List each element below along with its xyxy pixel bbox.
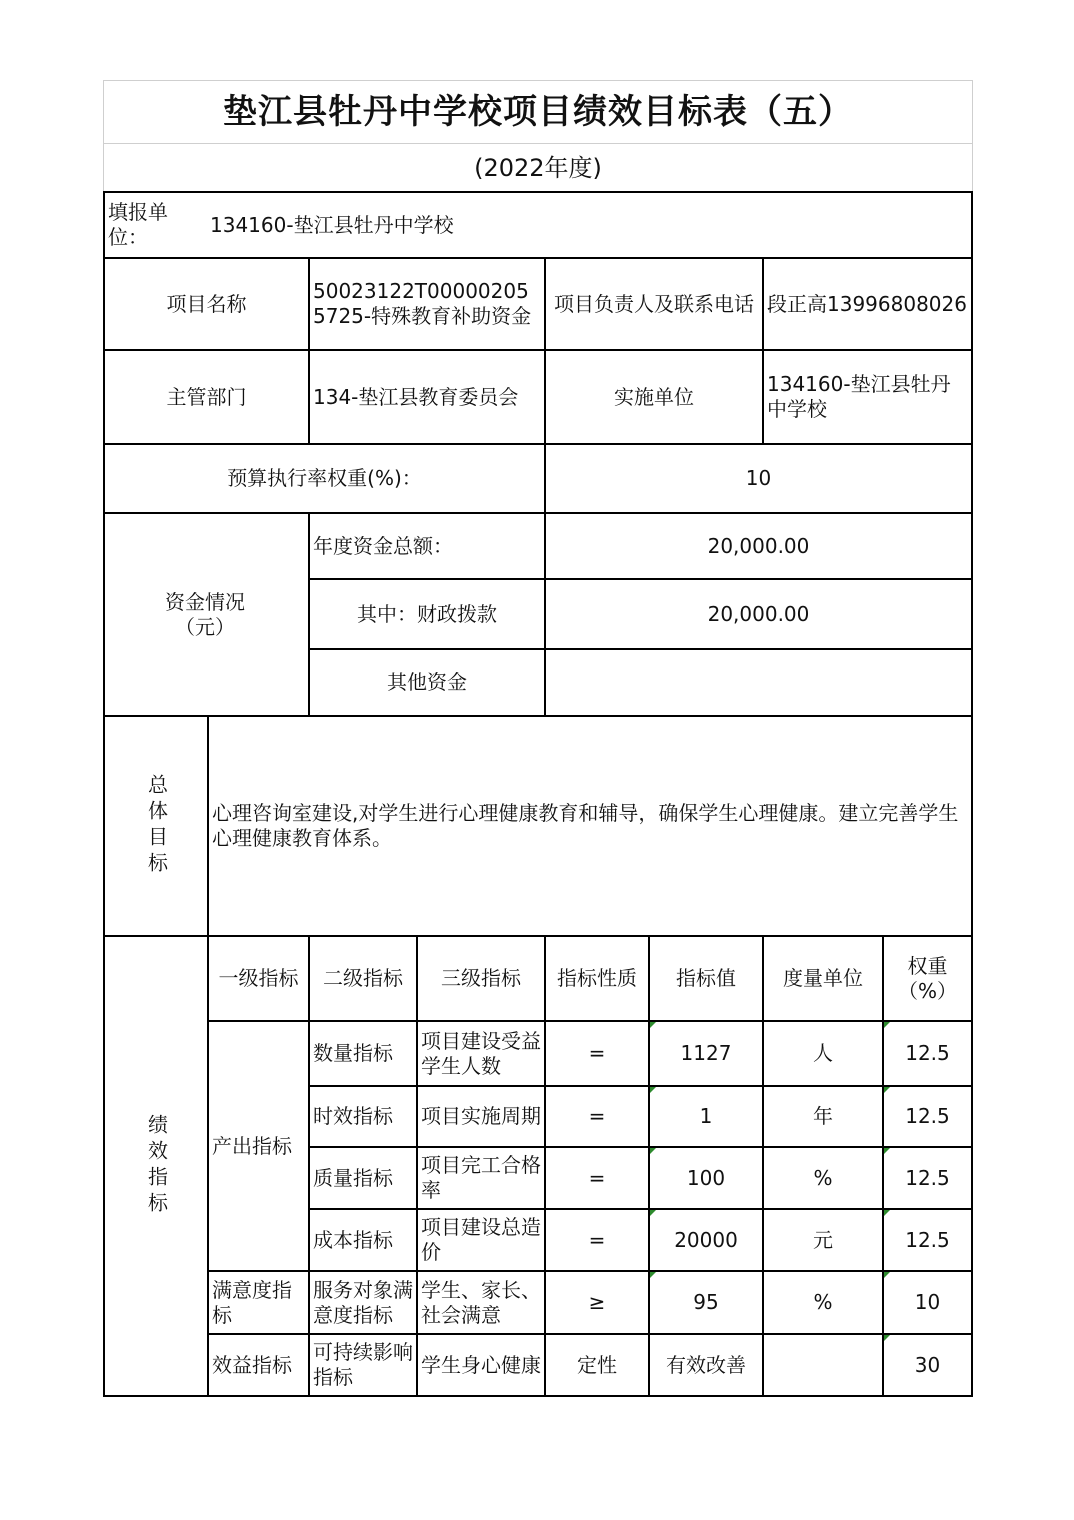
row-weight: 10 — [914, 1290, 941, 1314]
cell-marker-icon — [884, 1022, 890, 1028]
header-level2: 二级指标 — [323, 966, 403, 990]
row-nature: = — [588, 1165, 606, 1190]
header-level1: 一级指标 — [218, 966, 299, 990]
cell-marker-icon — [650, 1272, 656, 1278]
row-level2: 数量指标 — [313, 1041, 393, 1065]
row-level2: 质量指标 — [313, 1165, 393, 1190]
row-unit: 元 — [813, 1227, 833, 1252]
level1-output: 产出指标 — [212, 1133, 292, 1158]
project-leader-label: 项目负责人及联系电话 — [554, 291, 754, 316]
row-unit: % — [813, 1290, 833, 1314]
grid-line — [103, 1395, 973, 1397]
cell-marker-icon — [650, 1087, 656, 1093]
cell-marker-icon — [884, 1210, 890, 1216]
dept-label: 主管部门 — [166, 384, 247, 409]
row-level3: 项目实施周期 — [421, 1104, 541, 1128]
dept-value: 134-垫江县教育委员会 — [313, 384, 519, 409]
row-level3: 学生、家长、社会满意 — [421, 1277, 541, 1327]
cell-marker-icon — [884, 1335, 890, 1341]
row-level3: 项目建设总造价 — [421, 1215, 541, 1264]
funds-label: 资金情况（元） — [165, 589, 245, 639]
row-weight: 30 — [914, 1352, 941, 1377]
cell-marker-icon — [650, 1022, 656, 1028]
cell-marker-icon — [884, 1087, 890, 1093]
row-nature: = — [588, 1104, 606, 1128]
row-level3: 学生身心健康 — [421, 1352, 541, 1377]
form-title: 垫江县牡丹中学校项目绩效目标表（五） — [223, 91, 853, 132]
header-weight: 权重（%） — [897, 953, 957, 1003]
indicators-label: 绩效指标 — [144, 1114, 169, 1218]
funds-other-value — [546, 650, 971, 715]
grid-line — [971, 191, 973, 1397]
row-level2: 时效指标 — [313, 1104, 393, 1128]
filler-unit-label: 填报单位： — [108, 200, 168, 249]
funds-other-label: 其他资金 — [387, 670, 467, 694]
goal-text: 心理咨询室建设,对学生进行心理健康教育和辅导，确保学生心理健康。建立完善学生心理健康教育体系。 — [212, 801, 959, 850]
impl-unit-label: 实施单位 — [614, 384, 694, 409]
budget-weight-label: 预算执行率权重(%)： — [227, 466, 422, 490]
row-unit: % — [813, 1165, 833, 1190]
header-unit: 度量单位 — [783, 966, 863, 990]
row-level3: 项目建设受益学生人数 — [421, 1028, 541, 1078]
budget-weight-value: 10 — [745, 466, 772, 490]
cell-marker-icon — [884, 1148, 890, 1154]
header-level3: 三级指标 — [441, 966, 521, 990]
cell-marker-icon — [884, 1272, 890, 1278]
row-unit: 年 — [813, 1104, 833, 1128]
funds-total-label: 年度资金总额： — [313, 533, 453, 558]
project-leader-value: 段正高13996808026 — [767, 291, 967, 316]
project-name-label: 项目名称 — [166, 291, 247, 316]
row-unit — [764, 1335, 882, 1395]
row-value: 1127 — [680, 1041, 732, 1065]
row-weight: 12.5 — [905, 1227, 950, 1252]
project-name-value: 50023122T000002055725-特殊教育补助资金 — [313, 279, 532, 328]
impl-unit-value: 134160-垫江县牡丹中学校 — [767, 372, 951, 421]
form-year: (2022年度) — [474, 153, 602, 182]
row-value: 20000 — [674, 1227, 738, 1252]
level1-satisfaction: 满意度指标 — [212, 1277, 292, 1327]
funds-fiscal-label: 其中：财政拨款 — [357, 601, 497, 626]
header-value: 指标值 — [676, 966, 736, 990]
filler-unit-value: 134160-垫江县牡丹中学校 — [210, 212, 454, 237]
cell-marker-icon — [650, 1210, 656, 1216]
row-nature: = — [588, 1227, 606, 1252]
row-nature: = — [588, 1041, 606, 1065]
row-nature: 定性 — [577, 1352, 617, 1377]
row-weight: 12.5 — [905, 1041, 950, 1065]
row-level2: 可持续影响指标 — [313, 1340, 413, 1389]
row-weight: 12.5 — [905, 1104, 950, 1128]
row-level2: 服务对象满意度指标 — [313, 1277, 413, 1327]
row-value: 有效改善 — [666, 1352, 746, 1377]
row-value: 95 — [693, 1290, 719, 1314]
row-nature: ≥ — [588, 1290, 606, 1314]
funds-fiscal-value: 20,000.00 — [707, 601, 810, 626]
row-unit: 人 — [813, 1041, 833, 1065]
row-level3: 项目完工合格率 — [421, 1153, 541, 1202]
row-level2: 成本指标 — [313, 1227, 393, 1252]
level1-benefit: 效益指标 — [212, 1352, 292, 1377]
row-value: 100 — [686, 1165, 726, 1190]
goal-label: 总体目标 — [144, 774, 169, 878]
funds-total-value: 20,000.00 — [707, 533, 810, 558]
cell-marker-icon — [650, 1148, 656, 1154]
row-value: 1 — [699, 1104, 713, 1128]
header-nature: 指标性质 — [557, 966, 637, 990]
row-weight: 12.5 — [905, 1165, 950, 1190]
